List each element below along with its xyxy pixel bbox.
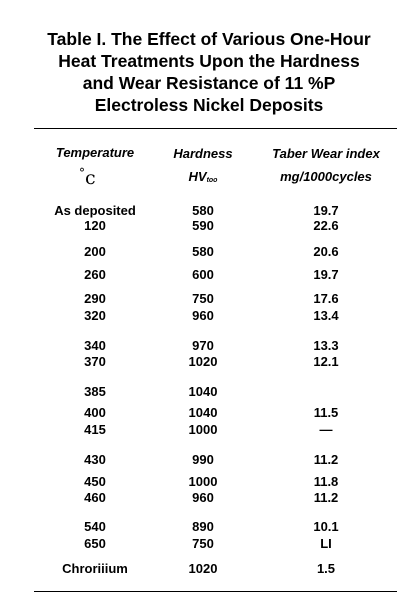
cell-temperature: 650 (84, 536, 106, 551)
cell-hardness: 750 (192, 291, 214, 306)
cell-hardness: 580 (192, 244, 214, 259)
cell-temperature: 540 (84, 519, 106, 534)
cell-hardness: 960 (192, 490, 214, 505)
cell-hardness: 960 (192, 308, 214, 323)
header-wear-unit: mg/1000cycles (280, 169, 372, 184)
header-temperature-unit (79, 163, 96, 188)
cell-wear: 13.4 (313, 308, 339, 323)
cell-temperature: Chroriiium (62, 561, 128, 576)
header-hardness: Hardness (173, 146, 233, 161)
cell-temperature: As deposited (54, 203, 136, 218)
cell-wear: LI (320, 536, 332, 551)
cell-temperature: 260 (84, 267, 106, 282)
cell-temperature: 120 (84, 218, 106, 233)
cell-temperature: 290 (84, 291, 106, 306)
cell-wear: 13.3 (313, 338, 339, 353)
cell-hardness: 1000 (188, 474, 218, 489)
cell-wear: 1.5 (316, 561, 336, 576)
cell-wear: 19.7 (313, 203, 339, 218)
cell-wear: 22.6 (313, 218, 339, 233)
cell-hardness: 1020 (188, 561, 218, 576)
title-line: Table I. The Effect of Various One-Hour (47, 29, 371, 49)
cell-wear: 12.1 (313, 354, 339, 369)
cell-temperature: 200 (84, 244, 106, 259)
cell-temperature: 450 (84, 474, 106, 489)
cell-hardness: 1040 (188, 405, 218, 420)
title-line: Heat Treatments Upon the Hardness (58, 51, 360, 71)
header-temperature: Temperature (55, 145, 135, 160)
hardness-unit-main: HV (188, 169, 207, 184)
cell-wear: 11.2 (313, 490, 339, 505)
table-title (14, 28, 404, 116)
cell-temperature: 340 (84, 338, 106, 353)
cell-hardness: 590 (192, 218, 214, 233)
title-line: and Wear Resistance of 11 %P (82, 73, 336, 93)
header-wear: Taber Wear index (272, 146, 380, 161)
degree-symbol: ° (79, 166, 85, 180)
cell-wear: 11.8 (313, 474, 339, 489)
cell-temperature: 385 (84, 384, 106, 399)
cell-wear: 11.5 (313, 405, 339, 420)
cell-hardness: 1020 (188, 354, 218, 369)
top-rule (34, 128, 397, 129)
bottom-rule (34, 591, 397, 592)
cell-hardness: 890 (192, 519, 214, 534)
cell-hardness: 970 (192, 338, 214, 353)
header-hardness-unit (163, 169, 243, 188)
cell-temperature: 460 (84, 490, 106, 505)
cell-wear: 10.1 (313, 519, 339, 534)
cell-hardness: 580 (192, 203, 214, 218)
cell-hardness: 600 (192, 267, 214, 282)
cell-wear: 20.6 (313, 244, 339, 259)
cell-temperature: 430 (84, 452, 106, 467)
cell-wear: — (319, 422, 333, 437)
cell-wear: 11.2 (313, 452, 339, 467)
celsius-letter: c (85, 167, 96, 189)
title-line: Electroless Nickel Deposits (94, 95, 324, 115)
cell-hardness: 990 (192, 452, 214, 467)
cell-wear: 19.7 (313, 267, 339, 282)
cell-wear: 17.6 (313, 291, 339, 306)
cell-temperature: 320 (84, 308, 106, 323)
cell-hardness: 1040 (188, 384, 218, 399)
hardness-unit-sub: too (206, 177, 218, 184)
cell-temperature: 415 (84, 422, 106, 437)
cell-temperature: 400 (84, 405, 106, 420)
cell-hardness: 750 (192, 536, 214, 551)
cell-temperature: 370 (84, 354, 106, 369)
cell-hardness: 1000 (188, 422, 218, 437)
